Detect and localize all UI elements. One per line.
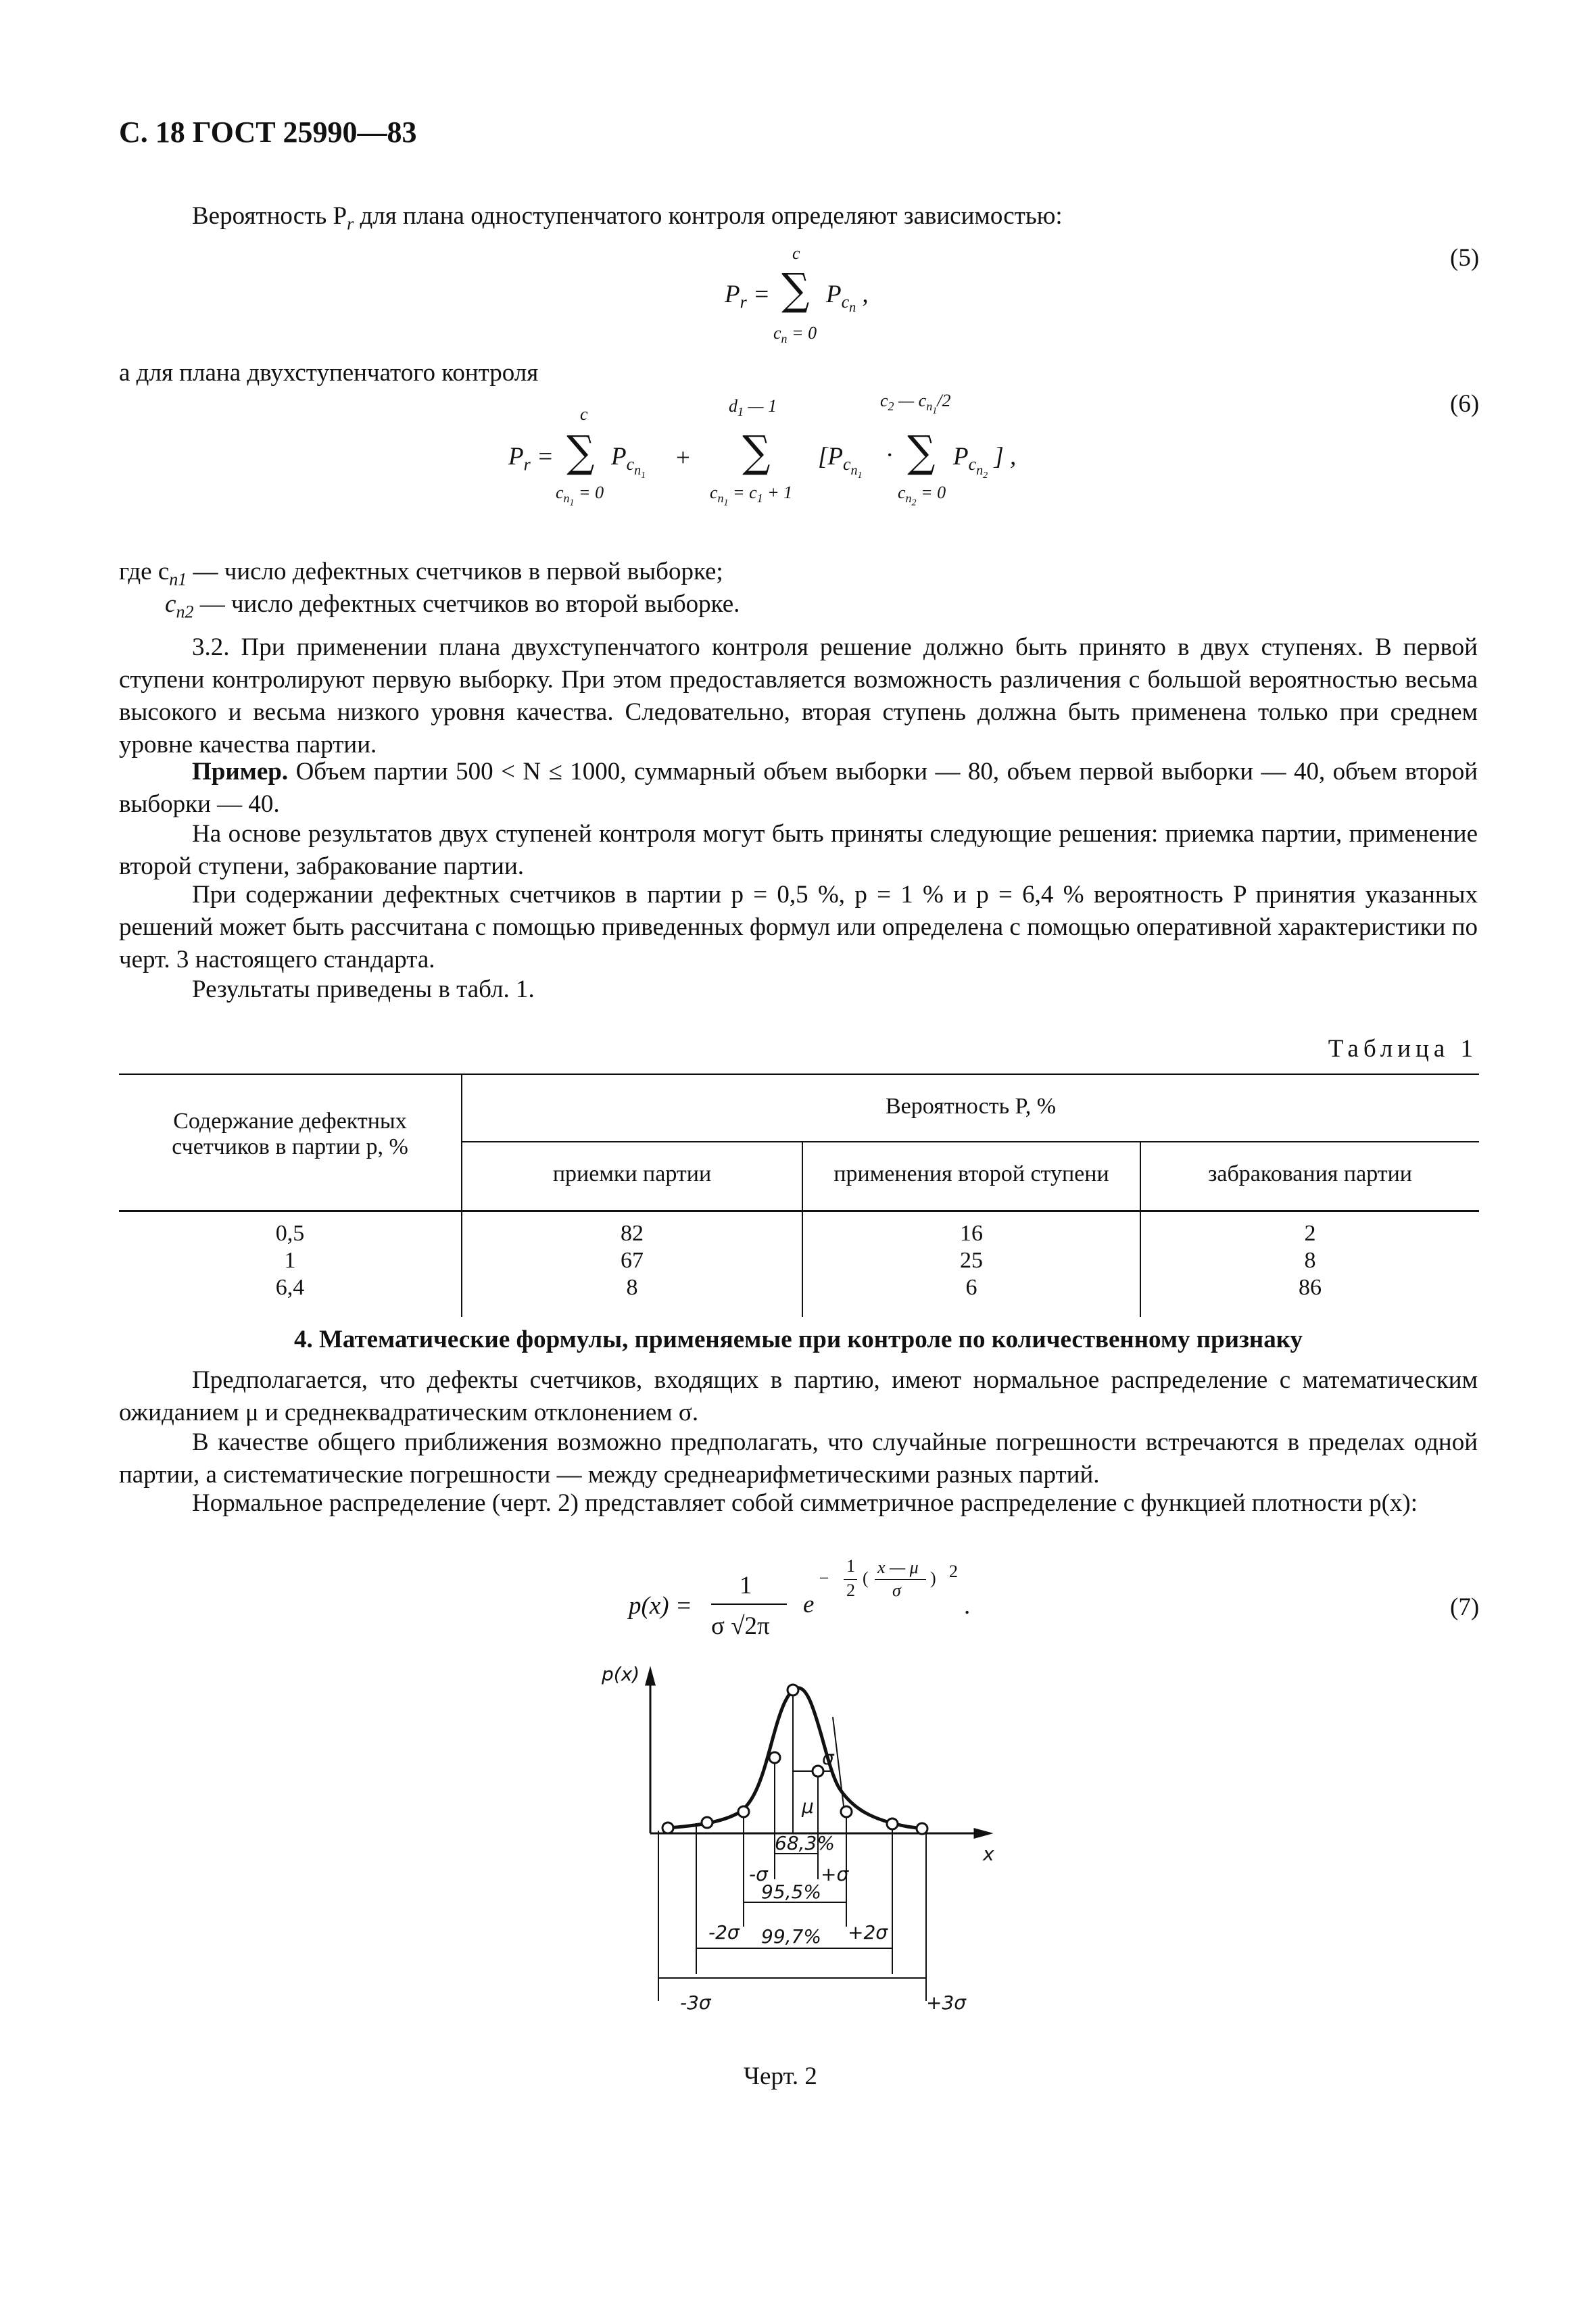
col0-header-l1: Содержание дефектных: [173, 1109, 407, 1134]
table-cell: 67: [621, 1248, 644, 1273]
para1-lead: Вероятность P: [192, 202, 347, 230]
where2-text: — число дефектных счетчиков во второй выборке.: [193, 590, 740, 618]
pct-95-label: 95,5%: [761, 1881, 821, 1903]
mu-label: μ: [802, 1795, 814, 1818]
subheader-second-stage: применения второй ступени: [833, 1161, 1109, 1186]
subheader-accept: приемки партии: [552, 1161, 712, 1186]
where1-text: — число дефектных счетчиков в первой выборке;: [187, 558, 723, 585]
table-caption: Таблица 1: [1328, 1035, 1478, 1063]
group-header: Вероятность P, %: [885, 1094, 1057, 1119]
subheader-reject: забракования партии: [1207, 1161, 1412, 1186]
where2-lead: c: [165, 590, 176, 618]
basis-paragraph: На основе результатов двух ступеней контроля могут быть приняты следующие решения: приемка партии, применение второй ступени, забракование партии.: [119, 820, 1478, 880]
table-cell: 6: [965, 1275, 977, 1300]
example-paragraph: [119, 756, 1478, 821]
s4-paragraph-1: Предполагается, что дефекты счетчиков, входящих в партию, имеют нормальное распределение с математическим ожиданием μ и среднеквадратическим отклонением σ.: [119, 1366, 1478, 1426]
where1-lead: где c: [119, 558, 170, 585]
s4-paragraph-2: В качестве общего приближения возможно предполагать, что случайные погрешности встречаются в пределах одной партии, а систематические погрешности — между среднеарифметическими разных партий.: [119, 1428, 1478, 1489]
section-4-heading: 4. Математические формулы, применяемые при контроле по количественному признаку: [294, 1326, 1303, 1353]
density-curve: [668, 1688, 922, 1829]
table-cell: 2: [1304, 1221, 1316, 1246]
pct-99-label: 99,7%: [761, 1925, 821, 1948]
y-axis-label: p(x): [602, 1663, 640, 1685]
section-3-2-paragraph: 3.2. При применении плана двухступенчатого контроля решение должно быть принято в двух ступенях. В первой ступени контролируют первую выборку. При этом предоставляется возможность различения с большой вероятностью весьма высокого и весьма низкого уровня качества. Следовательно, вторая ступень должна быть применена только при среднем уровне качества партии.: [119, 633, 1478, 758]
figure-caption: Черт. 2: [744, 2062, 817, 2090]
eq7-number: (7): [1450, 1593, 1480, 1621]
minus-sigma-label: -σ: [749, 1863, 768, 1885]
results-paragraph: Результаты приведены в табл. 1.: [192, 975, 535, 1003]
where-line-2: [165, 588, 1478, 628]
table-cell: 8: [1304, 1248, 1316, 1273]
table-row: 0,5: [275, 1221, 305, 1246]
eq5-number: (5): [1450, 244, 1480, 272]
table-cell: 8: [626, 1275, 638, 1300]
plus-2sigma-label: +2σ: [848, 1921, 888, 1944]
sigma-label: σ: [822, 1747, 834, 1769]
para1-sub: r: [347, 214, 354, 234]
minus-2sigma-label: -2σ: [708, 1921, 740, 1944]
s4-paragraph-3: Нормальное распределение (черт. 2) представляет собой симметричное распределение с функцией плотности p(x):: [192, 1489, 1418, 1517]
table-row: 1: [284, 1248, 296, 1273]
example-text: Объем партии 500 < N ≤ 1000, суммарный объем выборки — 80, объем первой выборки — 40, объем второй выборки — 40.: [119, 758, 1478, 818]
table-row: 6,4: [275, 1275, 305, 1300]
plus-3sigma-label: +3σ: [926, 1992, 967, 2014]
normal-distribution-figure: [588, 1663, 1021, 2015]
x-axis-label: x: [983, 1843, 994, 1865]
plus-sigma-label: +σ: [821, 1863, 849, 1885]
minus-3sigma-label: -3σ: [680, 1992, 711, 2014]
example-label: Пример.: [192, 758, 289, 786]
where2-sub: n2: [176, 602, 194, 622]
table-cell: 25: [960, 1248, 983, 1273]
y-axis-arrow: [646, 1670, 654, 1685]
where1-sub: n1: [169, 569, 187, 589]
intro-paragraph: [119, 200, 1478, 240]
content-paragraph: При содержании дефектных счетчиков в партии p = 0,5 %, p = 1 % и p = 6,4 % вероятность P принятия указанных решений может быть рассчитана с помощью приведенных формул или определена с помощью оперативной характеристики по черт. 3 настоящего стандарта.: [119, 881, 1478, 973]
table-cell: 86: [1299, 1275, 1322, 1300]
eq6-number: (6): [1450, 390, 1480, 418]
pct-68-label: 68,3%: [775, 1832, 835, 1854]
x-axis-arrow: [975, 1829, 990, 1837]
table-cell: 16: [960, 1221, 983, 1246]
page-header: С. 18 ГОСТ 25990—83: [119, 116, 417, 149]
two-stage-paragraph: а для плана двухступенчатого контроля: [119, 359, 539, 387]
col0-header-l2: счетчиков в партии p, %: [172, 1134, 408, 1159]
table-cell: 82: [621, 1221, 644, 1246]
para1-rest: для плана одноступенчатого контроля определяют зависимостью:: [354, 202, 1063, 230]
